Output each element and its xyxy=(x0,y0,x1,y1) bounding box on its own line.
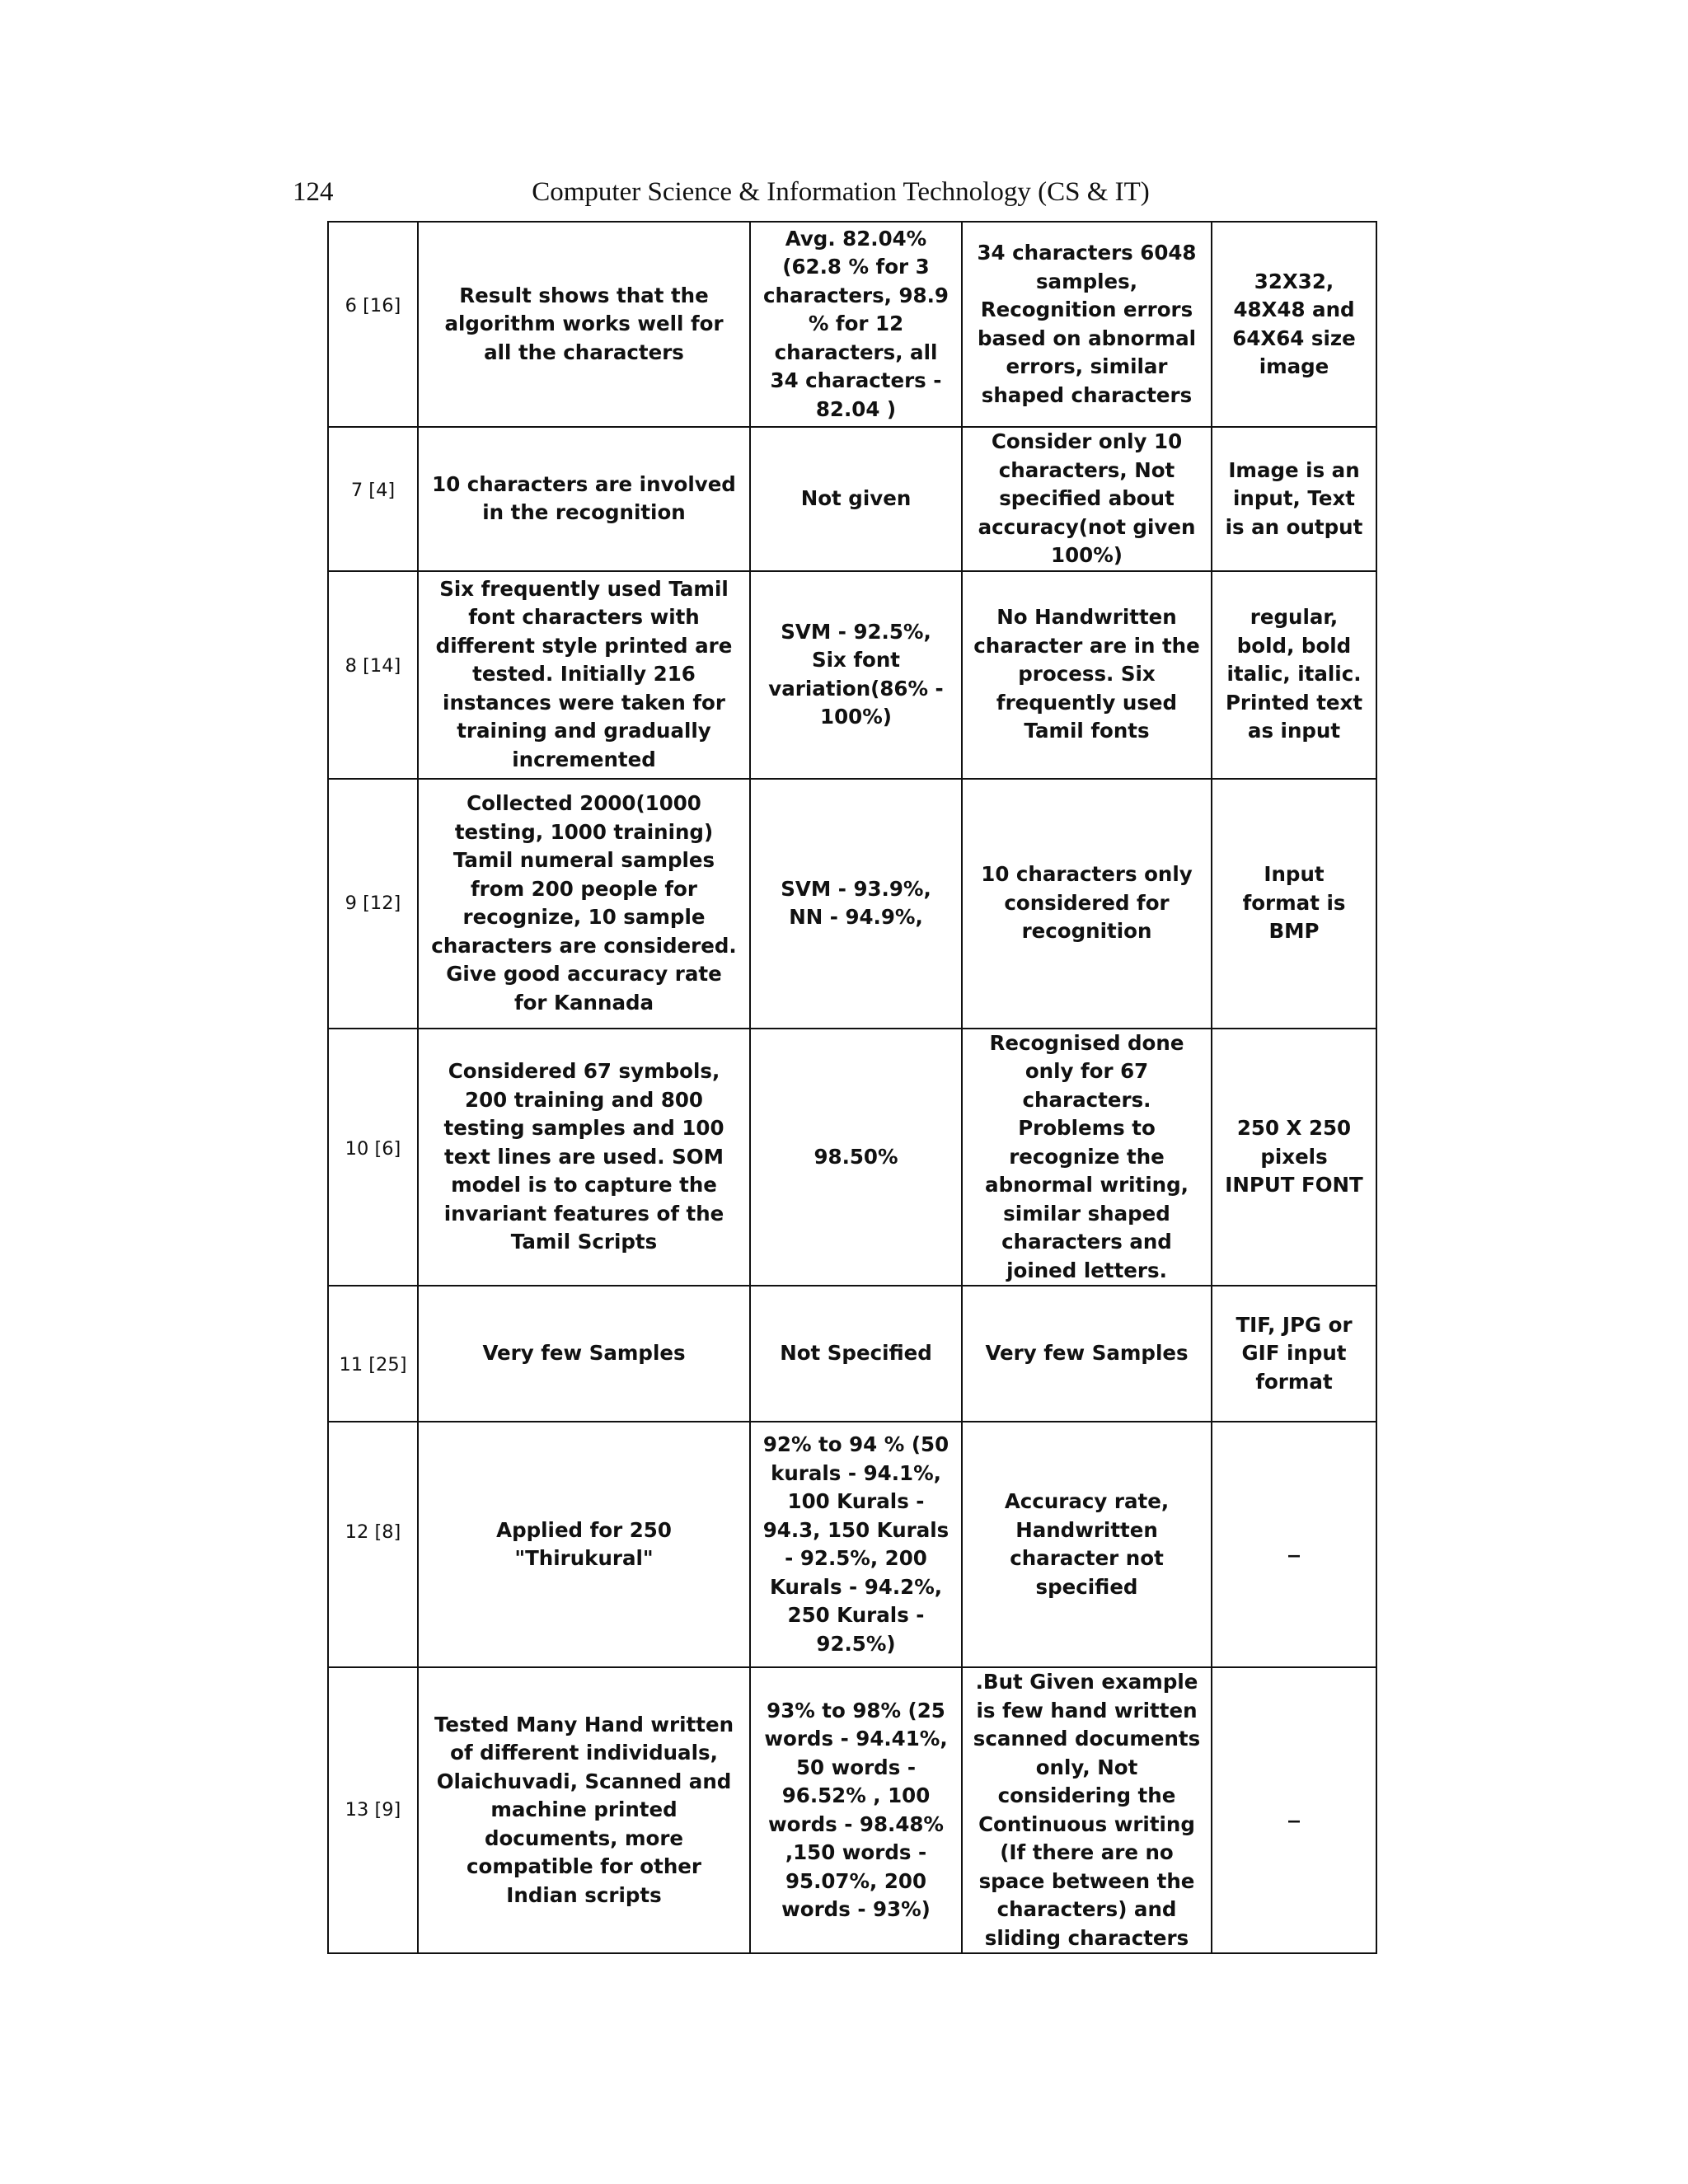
description-cell: Tested Many Hand written of different individuals, Olaichuvadi, Scanned and machine printed documents, more compatible for other Indian scripts xyxy=(418,1667,750,1953)
table-row xyxy=(328,1029,1376,1286)
input-cell: Input format is BMP xyxy=(1212,779,1376,1029)
accuracy-cell: Not given xyxy=(750,427,962,571)
ref-text: 8 [14] xyxy=(345,655,401,677)
limitations-cell: 34 characters 6048 samples, Recognition errors based on abnormal errors, similar shaped characters xyxy=(962,222,1212,427)
description-cell: Applied for 250 "Thirukural" xyxy=(418,1422,750,1667)
table-row xyxy=(328,1286,1376,1422)
journal-title: Computer Science & Information Technology (CS & IT) xyxy=(532,177,1150,207)
input-cell: _ xyxy=(1212,1422,1376,1667)
description-cell: Collected 2000(1000 testing, 1000 training) Tamil numeral samples from 200 people for recognize, 10 sample characters are considered. Give good accuracy rate for Kannada xyxy=(418,779,750,1029)
description-cell: Six frequently used Tamil font characters with different style printed are tested. Initially 216 instances were taken for training and gradually incremented xyxy=(418,571,750,779)
accuracy-cell: 93% to 98% (25 words - 94.41%, 50 words - 96.52% , 100 words - 98.48% ,150 words - 95.07%, 200 words - 93%) xyxy=(750,1667,962,1953)
accuracy-cell: SVM - 93.9%, NN - 94.9%, xyxy=(750,779,962,1029)
ref-cell xyxy=(328,222,418,427)
input-cell: TIF, JPG or GIF input format xyxy=(1212,1286,1376,1422)
input-cell: 250 X 250 pixels INPUT FONT xyxy=(1212,1029,1376,1286)
table-row xyxy=(328,1667,1376,1953)
table-row xyxy=(328,1422,1376,1667)
accuracy-cell: 92% to 94 % (50 kurals - 94.1%, 100 Kurals - 94.3, 150 Kurals - 92.5%, 200 Kurals - 94.2%, 250 Kurals - 92.5%) xyxy=(750,1422,962,1667)
input-cell: 32X32, 48X48 and 64X64 size image xyxy=(1212,222,1376,427)
limitations-cell: Very few Samples xyxy=(962,1286,1212,1422)
table-row xyxy=(328,571,1376,779)
input-cell: Image is an input, Text is an output xyxy=(1212,427,1376,571)
ref-cell xyxy=(328,1667,418,1953)
ref-cell xyxy=(328,1422,418,1667)
limitations-cell: 10 characters only considered for recognition xyxy=(962,779,1212,1029)
ref-cell xyxy=(328,779,418,1029)
ref-cell xyxy=(328,427,418,571)
table-row xyxy=(328,779,1376,1029)
accuracy-cell: Not Specified xyxy=(750,1286,962,1422)
running-head xyxy=(293,171,1389,213)
limitations-cell: Consider only 10 characters, Not specified about accuracy(not given 100%) xyxy=(962,427,1212,571)
ref-text: 6 [16] xyxy=(345,294,401,316)
accuracy-cell: SVM - 92.5%, Six font variation(86% - 100%) xyxy=(750,571,962,779)
comparison-table xyxy=(327,221,1377,1954)
accuracy-cell: 98.50% xyxy=(750,1029,962,1286)
limitations-cell: Recognised done only for 67 characters. Problems to recognize the abnormal writing, similar shaped characters and joined letters. xyxy=(962,1029,1212,1286)
ref-text: 13 [9] xyxy=(345,1799,401,1821)
accuracy-cell: Avg. 82.04% (62.8 % for 3 characters, 98.9 % for 12 characters, all 34 characters - 82.04 ) xyxy=(750,222,962,427)
page-number: 124 xyxy=(293,177,334,207)
ref-cell xyxy=(328,1286,418,1422)
ref-text: 10 [6] xyxy=(345,1137,401,1160)
limitations-cell: No Handwritten character are in the process. Six frequently used Tamil fonts xyxy=(962,571,1212,779)
ref-cell xyxy=(328,571,418,779)
limitations-cell: Accuracy rate, Handwritten character not specified xyxy=(962,1422,1212,1667)
input-cell: regular, bold, bold italic, italic. Printed text as input xyxy=(1212,571,1376,779)
ref-text: 12 [8] xyxy=(345,1521,401,1543)
description-cell: Very few Samples xyxy=(418,1286,750,1422)
table-row xyxy=(328,222,1376,427)
ref-text: 9 [12] xyxy=(345,892,401,914)
ref-text: 7 [4] xyxy=(350,480,396,501)
ref-text: 11 [25] xyxy=(339,1354,407,1376)
description-cell: Result shows that the algorithm works well for all the characters xyxy=(418,222,750,427)
ref-cell xyxy=(328,1029,418,1286)
description-cell: 10 characters are involved in the recognition xyxy=(418,427,750,571)
description-cell: Considered 67 symbols, 200 training and 800 testing samples and 100 text lines are used. SOM model is to capture the invariant features of the Tamil Scripts xyxy=(418,1029,750,1286)
input-cell: _ xyxy=(1212,1667,1376,1953)
table-row xyxy=(328,427,1376,571)
limitations-cell: .But Given example is few hand written scanned documents only, Not considering the Continuous writing (If there are no space between the characters) and sliding characters xyxy=(962,1667,1212,1953)
